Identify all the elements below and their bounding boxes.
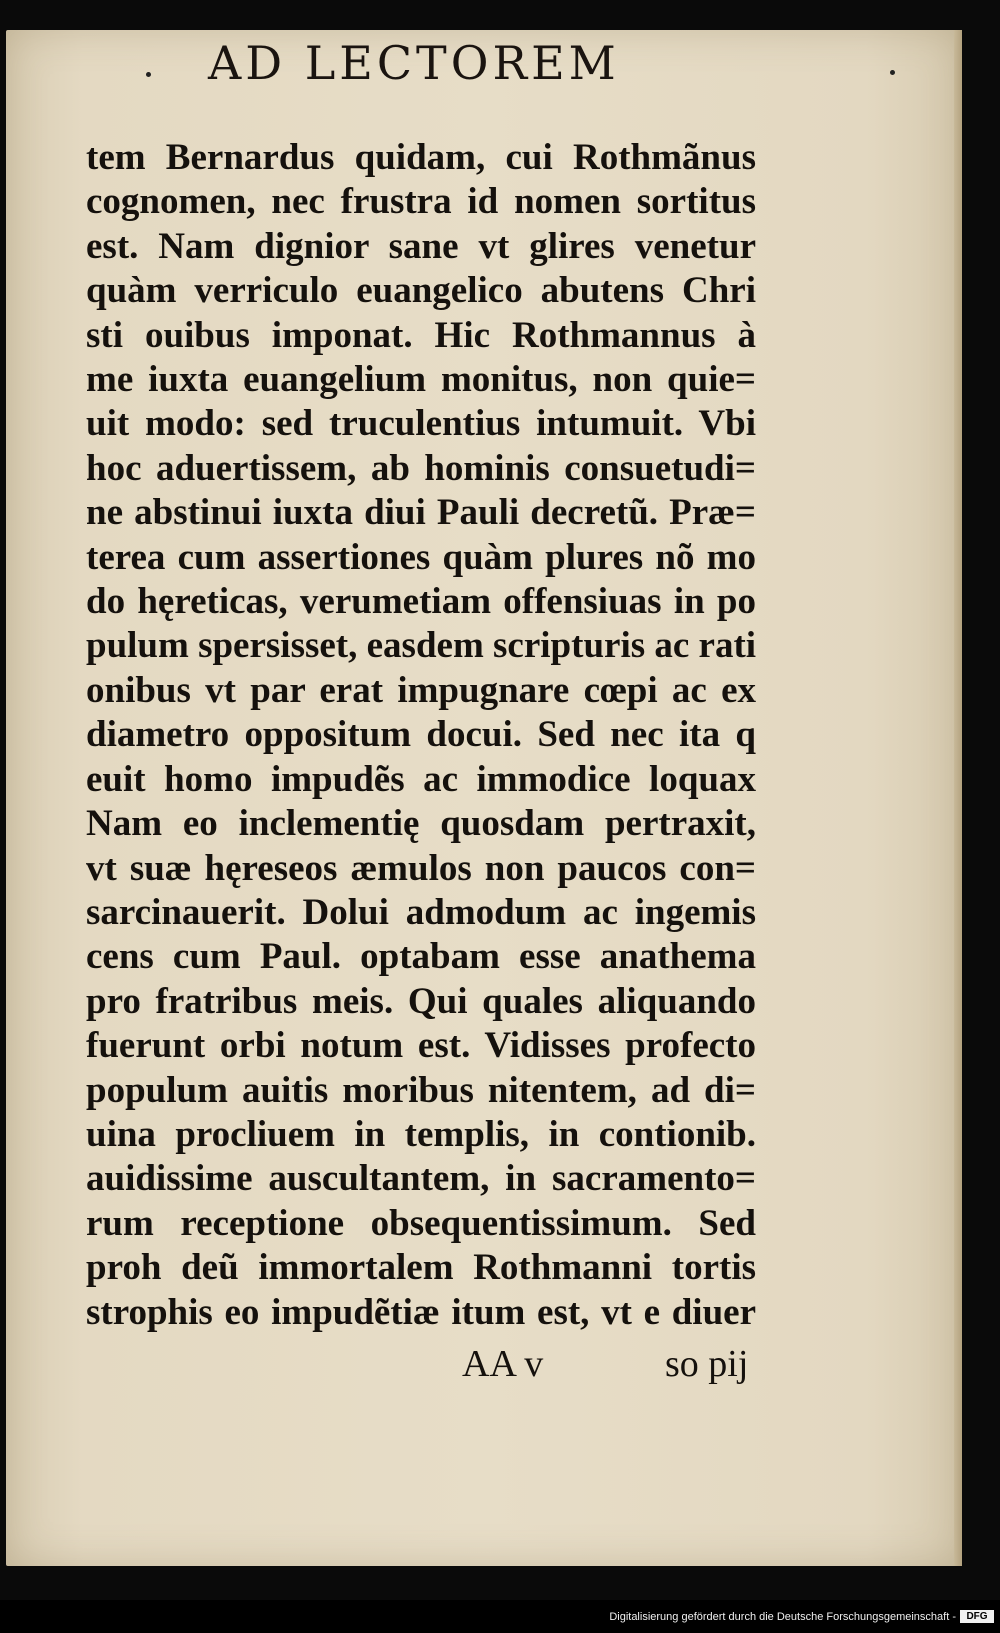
footer-credit: Digitalisierung gefördert durch die Deutsche Forschungsgemeinschaft - — [609, 1611, 956, 1623]
text-line: uina procliuem in templis, in contionib. — [86, 1113, 756, 1155]
text-line: me iuxta euangelium monitus, non quie= — [86, 359, 756, 401]
text-line: vt suæ hęreseos æmulos non paucos con= — [86, 847, 756, 889]
text-line: fuerunt orbi notum est. Vidisses profecto — [86, 1025, 756, 1067]
ink-dot-right — [890, 70, 895, 75]
text-line: euit homo impudẽs ac immodice loquax — [86, 758, 756, 800]
text-line: cens cum Paul. optabam esse anathema — [86, 936, 756, 978]
text-line: cognomen, nec frustra id nomen sortitus — [86, 181, 756, 223]
text-line: proh deũ immortalem Rothmanni tortis — [86, 1247, 756, 1289]
text-line: auidissime auscultantem, in sacramento= — [86, 1158, 756, 1200]
text-line: strophis eo impudẽtiæ itum est, vt e diuer — [86, 1291, 756, 1333]
text-line: quàm verriculo euangelico abutens Chri — [86, 270, 756, 312]
text-line: sti ouibus imponat. Hic Rothmannus à — [86, 314, 756, 356]
text-line: sarcinauerit. Dolui admodum ac ingemis — [86, 891, 756, 933]
text-line: est. Nam dignior sane vt glires venetur — [86, 225, 756, 267]
text-line: populum auitis moribus nitentem, ad di= — [86, 1069, 756, 1111]
page-edge — [954, 30, 962, 1566]
text-line: pro fratribus meis. Qui quales aliquando — [86, 980, 756, 1022]
text-line: hoc aduertissem, ab hominis consuetudi= — [86, 447, 756, 489]
signature-mark: AA v — [462, 1343, 544, 1385]
dfg-logo: DFG — [960, 1610, 994, 1623]
text-line: diametro oppositum docui. Sed nec ita q — [86, 714, 756, 756]
catchword: so pij — [665, 1343, 749, 1385]
ink-dot-left — [146, 72, 151, 77]
text-line: pulum spersisset, easdem scripturis ac rati — [86, 625, 757, 667]
text-line: Nam eo inclementię quosdam pertraxit, — [86, 803, 756, 845]
text-line: uit modo: sed truculentius intumuit. Vbi — [86, 403, 756, 445]
running-header: AD LECTOREM — [208, 36, 620, 90]
text-line: terea cum assertiones quàm plures nõ mo — [86, 536, 756, 578]
text-line: rum receptione obsequentissimum. Sed — [86, 1202, 756, 1244]
text-line: ne abstinui iuxta diui Pauli decretũ. Præ= — [86, 492, 756, 534]
text-line: do hęreticas, verumetiam offensiuas in po — [86, 581, 756, 623]
text-line: onibus vt par erat impugnare cœpi ac ex — [86, 669, 756, 711]
text-line: tem Bernardus quidam, cui Rothmãnus — [86, 137, 756, 178]
body-text — [86, 136, 756, 1335]
